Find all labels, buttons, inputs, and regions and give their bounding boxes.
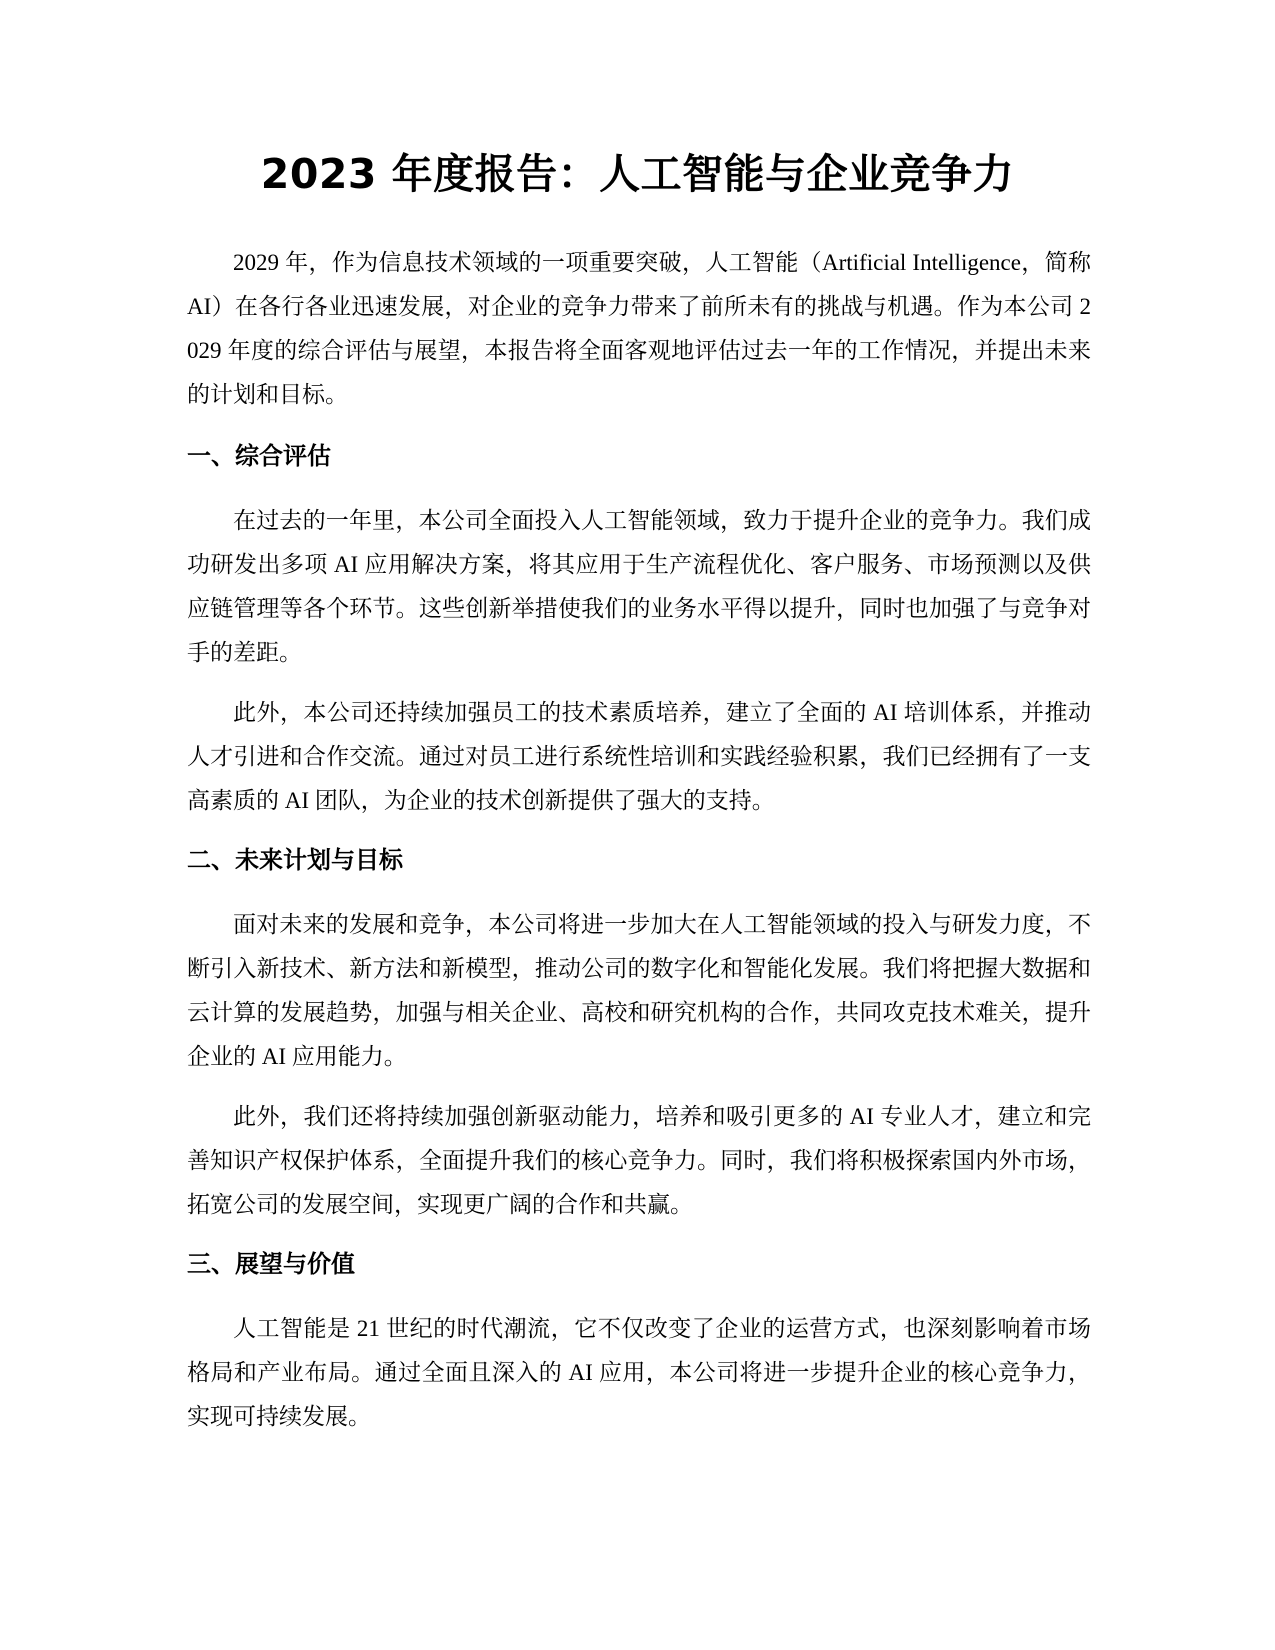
document-body (187, 241, 1091, 1455)
section-paragraph: 在过去的一年里，本公司全面投入人工智能领域，致力于提升企业的竞争力。我们成功研发出多项 AI 应用解决方案，将其应用于生产流程优化、客户服务、市场预测以及供应链管理等各个环节。这些创新举措使我们的业务水平得以提升，同时也加强了与竞争对手的差距。 (187, 508, 1091, 665)
section-heading-outlook: 三、展望与价值 (187, 1250, 355, 1278)
section-paragraph: 人工智能是 21 世纪的时代潮流，它不仅改变了企业的运营方式，也深刻影响着市场格局和产业布局。通过全面且深入的 AI 应用，本公司将进一步提升企业的核心竞争力，实现可持续发展。 (187, 1316, 1091, 1429)
document-title: 2023 年度报告：人工智能与企业竞争力 (260, 150, 1015, 198)
section-heading-assessment: 一、综合评估 (187, 442, 331, 470)
section-paragraph: 此外，本公司还持续加强员工的技术素质培养，建立了全面的 AI 培训体系，并推动人才引进和合作交流。通过对员工进行系统性培训和实践经验积累，我们已经拥有了一支高素质的 AI 团队，为企业的技术创新提供了强大的支持。 (187, 700, 1091, 813)
section-paragraph: 面对未来的发展和竞争，本公司将进一步加大在人工智能领域的投入与研发力度，不断引入新技术、新方法和新模型，推动公司的数字化和智能化发展。我们将把握大数据和云计算的发展趋势，加强与相关企业、高校和研究机构的合作，共同攻克技术难关，提升企业的 AI 应用能力。 (187, 912, 1091, 1069)
intro-paragraph: 2029 年，作为信息技术领域的一项重要突破，人工智能（Artificial Intelligence，简称 AI）在各行各业迅速发展，对企业的竞争力带来了前所未有的挑战与机遇。作为本公司 2029 年度的综合评估与展望，本报告将全面客观地评估过去一年的工作情况，并提出未来的计划和目标。 (187, 250, 1091, 407)
section-heading-future-plans: 二、未来计划与目标 (187, 846, 403, 874)
section-paragraph: 此外，我们还将持续加强创新驱动能力，培养和吸引更多的 AI 专业人才，建立和完善知识产权保护体系，全面提升我们的核心竞争力。同时，我们将积极探索国内外市场，拓宽公司的发展空间，实现更广阔的合作和共赢。 (187, 1104, 1091, 1217)
